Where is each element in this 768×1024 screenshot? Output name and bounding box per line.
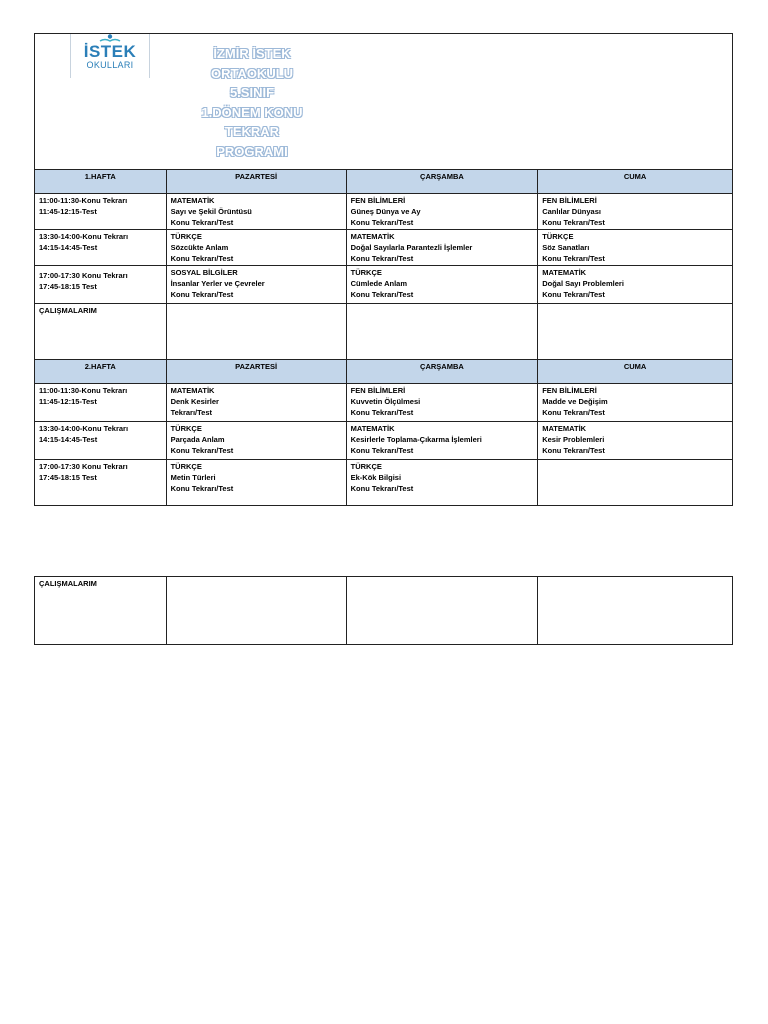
work-cell xyxy=(538,577,733,645)
lesson-cell: SOSYAL BİLGİLER İnsanlar Yerler ve Çevreler Konu Tekrarı/Test xyxy=(166,266,346,304)
time-cell: 17:00-17:30 Konu Tekrarı 17:45-18:15 Test xyxy=(35,460,167,506)
table-row xyxy=(35,194,733,230)
table-row xyxy=(35,384,733,422)
lesson-cell: FEN BİLİMLERİ Canlılar Dünyası Konu Tekrarı/Test xyxy=(538,194,733,230)
table-row xyxy=(35,230,733,266)
lesson-cell: TÜRKÇE Söz Sanatları Konu Tekrarı/Test xyxy=(538,230,733,266)
table-row xyxy=(35,460,733,506)
school-logo xyxy=(70,34,150,78)
lesson-cell: TÜRKÇE Sözcükte Anlam Konu Tekrarı/Test xyxy=(166,230,346,266)
lesson-cell: MATEMATİK Doğal Sayılarla Parantezli İşlemler Konu Tekrarı/Test xyxy=(346,230,538,266)
day-header: PAZARTESİ xyxy=(166,170,346,194)
day-header: CUMA xyxy=(538,360,733,384)
lesson-cell xyxy=(538,460,733,506)
week-header-row xyxy=(35,360,733,384)
logo-sub: OKULLARI xyxy=(86,60,134,70)
work-row xyxy=(35,577,733,645)
lesson-cell: MATEMATİK Denk Kesirler Tekrarı/Test xyxy=(166,384,346,422)
title-line: İZMİR İSTEK xyxy=(213,46,291,61)
work-cell xyxy=(346,577,538,645)
time-cell: 17:00-17:30 Konu Tekrarı 17:45-18:15 Test xyxy=(35,266,167,304)
lesson-cell: TÜRKÇE Ek-Kök Bilgisi Konu Tekrarı/Test xyxy=(346,460,538,506)
time-cell: 13:30-14:00-Konu Tekrarı 14:15-14:45-Test xyxy=(35,422,167,460)
work-cell xyxy=(538,304,733,360)
day-header: ÇARŞAMBA xyxy=(346,360,538,384)
time-cell: 11:00-11:30-Konu Tekrarı 11:45-12:15-Test xyxy=(35,194,167,230)
title-line: PROGRAMI xyxy=(216,143,288,159)
lesson-cell: FEN BİLİMLERİ Kuvvetin Ölçülmesi Konu Tekrarı/Test xyxy=(346,384,538,422)
lesson-cell: MATEMATİK Sayı ve Şekil Örüntüsü Konu Tekrarı/Test xyxy=(166,194,346,230)
title-line: 5.SINIF xyxy=(229,85,275,100)
work-cell xyxy=(166,304,346,360)
lesson-cell: MATEMATİK Kesirlerle Toplama-Çıkarma İşlemleri Konu Tekrarı/Test xyxy=(346,422,538,460)
title-line: ORTAOKULU xyxy=(210,65,294,81)
week-label: 1.HAFTA xyxy=(35,170,167,194)
week-header-row xyxy=(35,170,733,194)
work-row xyxy=(35,304,733,360)
title-line: TEKRAR xyxy=(224,124,280,139)
table-row xyxy=(35,422,733,460)
schedule-table xyxy=(34,33,733,506)
lesson-cell: MATEMATİK Kesir Problemleri Konu Tekrarı/Test xyxy=(538,422,733,460)
time-cell: 11:00-11:30-Konu Tekrarı 11:45-12:15-Test xyxy=(35,384,167,422)
week-label: 2.HAFTA xyxy=(35,360,167,384)
work-cell xyxy=(166,577,346,645)
logo-brand: İSTEK xyxy=(83,42,137,61)
work-table xyxy=(34,576,733,645)
day-header: CUMA xyxy=(538,170,733,194)
work-label: ÇALIŞMALARIM xyxy=(35,304,167,360)
lesson-cell: MATEMATİK Doğal Sayı Problemleri Konu Tekrarı/Test xyxy=(538,266,733,304)
lesson-cell: FEN BİLİMLERİ Madde ve Değişim Konu Tekrarı/Test xyxy=(538,384,733,422)
lesson-cell: TÜRKÇE Metin Türleri Konu Tekrarı/Test xyxy=(166,460,346,506)
title-line: 1.DÖNEM KONU xyxy=(201,104,303,120)
day-header: ÇARŞAMBA xyxy=(346,170,538,194)
work-label: ÇALIŞMALARIM xyxy=(35,577,167,645)
work-cell xyxy=(346,304,538,360)
page-title xyxy=(180,44,324,161)
lesson-cell: TÜRKÇE Parçada Anlam Konu Tekrarı/Test xyxy=(166,422,346,460)
lesson-cell: TÜRKÇE Cümlede Anlam Konu Tekrarı/Test xyxy=(346,266,538,304)
table-row xyxy=(35,266,733,304)
lesson-cell: FEN BİLİMLERİ Güneş Dünya ve Ay Konu Tekrarı/Test xyxy=(346,194,538,230)
time-cell: 13:30-14:00-Konu Tekrarı 14:15-14:45-Test xyxy=(35,230,167,266)
day-header: PAZARTESİ xyxy=(166,360,346,384)
